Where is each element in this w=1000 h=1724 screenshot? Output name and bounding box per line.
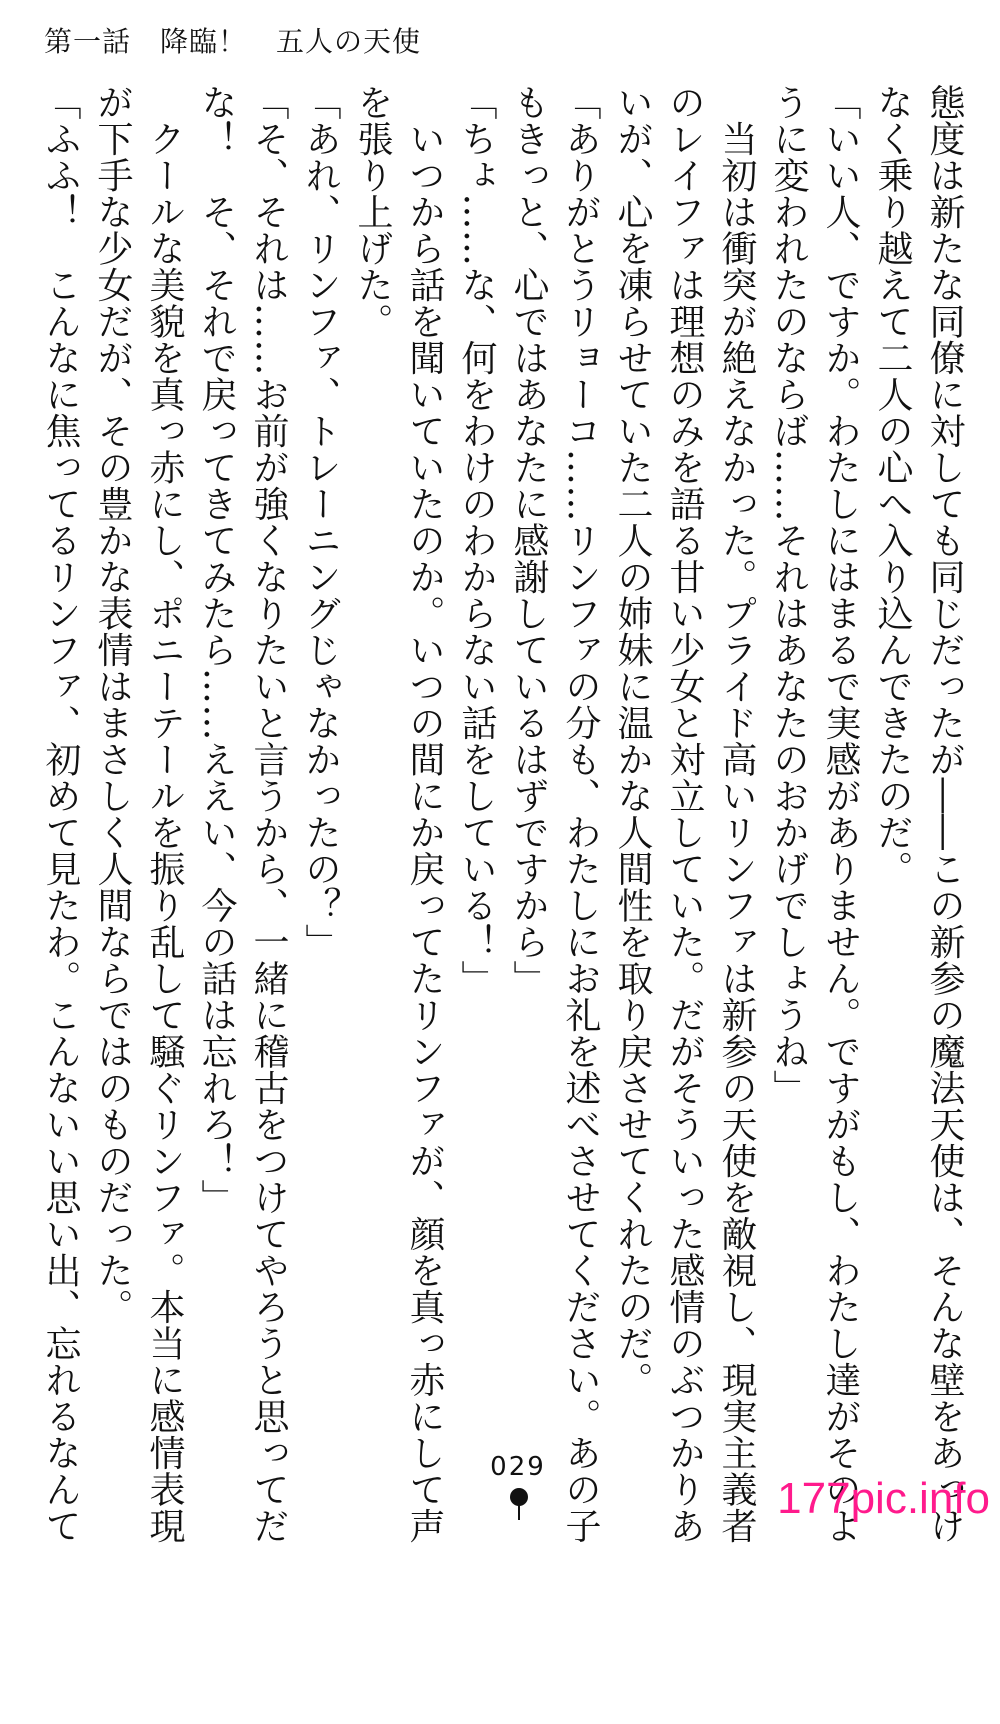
text-line: 「ちょ……な、何をわけのわからない話をしている！」 <box>456 84 497 997</box>
text-line: 「いい人、ですか。わたしにはまるで実感がありません。ですがもし、わたし達がそのよ <box>820 84 861 1544</box>
text-line: 「あれ、リンファ、トレーニングじゃなかったの？」 <box>300 84 341 960</box>
page-marker-stem <box>518 1502 520 1520</box>
text-line: もきっと、心ではあなたに感謝しているはずですから」 <box>508 84 549 997</box>
text-line: を張り上げた。 <box>352 84 393 340</box>
text-line: なく乗り越えて二人の心へ入り込んできたのだ。 <box>872 84 913 887</box>
watermark-text: 177pic.info <box>777 1474 990 1523</box>
text-line: な！ そ、それで戻ってきてみたら……ええい、今の話は忘れろ！」 <box>196 84 237 1216</box>
text-line: うに変われたのならば……それはあなたのおかげでしょうね」 <box>768 84 809 1106</box>
page-header-title: 第一話 降臨！ 五人の天使 <box>44 25 422 58</box>
text-line: のレイファは理想のみを語る甘い少女と対立していた。だがそういった感情のぶつかりあ <box>664 84 705 1544</box>
text-line: 態度は新たな同僚に対しても同じだったが――この新参の魔法天使は、そんな壁をあっけ <box>924 84 965 1544</box>
text-line: いが、心を凍らせていた二人の姉妹に温かな人間性を取り戻させてくれたのだ。 <box>612 84 653 1398</box>
page-number: 029 <box>490 1452 546 1482</box>
text-line: 「ありがとうリョーコ……リンファの分も、わたしにお礼を述べさせてください。あの子 <box>560 84 601 1544</box>
text-line: が下手な少女だが、その豊かな表情はまさしく人間ならではのものだった。 <box>92 84 133 1325</box>
text-line: いつから話を聞いていたのか。いつの間にか戻ってたリンファが、顔を真っ赤にして声 <box>404 84 445 1544</box>
text-line: 「そ、それは……お前が強くなりたいと言うから、一緒に稽古をつけてやろうと思ってだ <box>248 84 289 1544</box>
text-line: 「ふふ！ こんなに焦ってるリンファ、初めて見たわ。こんないい思い出、忘れるなんて <box>40 84 81 1544</box>
text-line: 当初は衝突が絶えなかった。プライド高いリンファは新参の天使を敵視し、現実主義者 <box>716 84 757 1544</box>
text-line: クールな美貌を真っ赤にし、ポニーテールを振り乱して騒ぐリンファ。本当に感情表現 <box>144 84 185 1544</box>
